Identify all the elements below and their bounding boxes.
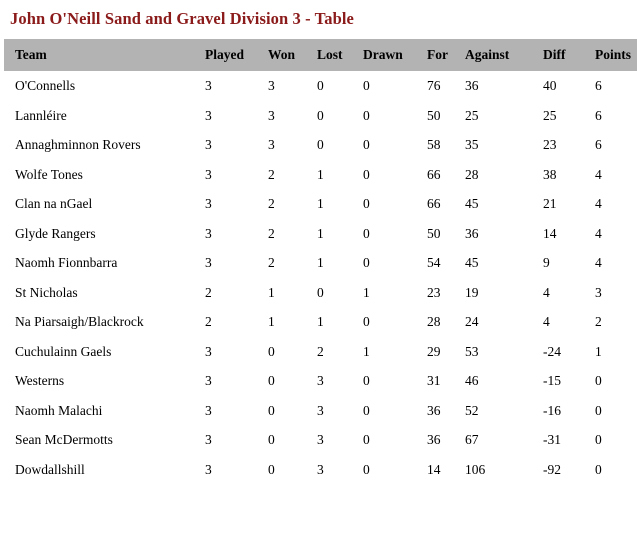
cell-drawn: 0 xyxy=(363,373,370,388)
cell-for: 36 xyxy=(427,432,441,447)
cell-against: 19 xyxy=(465,284,479,300)
table-row xyxy=(4,248,637,278)
cell-against: 28 xyxy=(465,166,479,182)
cell-for: 36 xyxy=(427,402,441,418)
cell-lost: 0 xyxy=(317,78,324,93)
cell-for: 50 xyxy=(427,107,441,123)
cell-team: St Nicholas xyxy=(15,284,78,300)
cell-for: 28 xyxy=(427,314,441,329)
cell-lost: 0 xyxy=(317,107,324,123)
cell-won: 1 xyxy=(268,314,275,329)
cell-points: 6 xyxy=(595,107,602,123)
column-header-drawn[interactable]: Drawn xyxy=(363,39,427,71)
cell-against: 67 xyxy=(465,432,479,447)
cell-points: 4 xyxy=(595,225,602,241)
cell-team: Clan na nGael xyxy=(15,196,93,211)
cell-for: 23 xyxy=(427,284,441,300)
cell-against: 25 xyxy=(465,107,479,123)
cell-lost: 3 xyxy=(317,373,324,388)
cell-played: 3 xyxy=(205,461,212,477)
cell-won: 3 xyxy=(268,107,275,123)
table-row xyxy=(4,396,637,426)
cell-diff: -92 xyxy=(543,461,561,477)
cell-drawn: 0 xyxy=(363,255,370,270)
table-header xyxy=(4,39,637,71)
cell-against: 36 xyxy=(465,78,479,93)
cell-drawn: 1 xyxy=(363,284,370,300)
cell-drawn: 0 xyxy=(363,402,370,418)
cell-for: 50 xyxy=(427,225,441,241)
table-body xyxy=(4,71,637,484)
cell-diff: 4 xyxy=(543,314,550,329)
cell-points: 4 xyxy=(595,196,602,211)
cell-diff: -15 xyxy=(543,373,561,388)
cell-for: 66 xyxy=(427,196,441,211)
cell-won: 0 xyxy=(268,373,275,388)
cell-for: 66 xyxy=(427,166,441,182)
page-title: John O'Neill Sand and Gravel Division 3 - Table xyxy=(10,9,354,28)
cell-team: Wolfe Tones xyxy=(15,166,83,182)
table-row xyxy=(4,425,637,455)
table-row xyxy=(4,71,637,101)
cell-played: 3 xyxy=(205,402,212,418)
cell-lost: 0 xyxy=(317,137,324,152)
table-row xyxy=(4,219,637,249)
cell-lost: 1 xyxy=(317,196,324,211)
cell-against: 46 xyxy=(465,373,479,388)
cell-played: 3 xyxy=(205,225,212,241)
cell-team: Dowdallshill xyxy=(15,461,85,477)
table-row xyxy=(4,278,637,308)
cell-team: Westerns xyxy=(15,373,65,388)
cell-drawn: 1 xyxy=(363,343,370,359)
cell-drawn: 0 xyxy=(363,196,370,211)
cell-drawn: 0 xyxy=(363,78,370,93)
cell-won: 0 xyxy=(268,402,275,418)
cell-for: 29 xyxy=(427,343,441,359)
cell-lost: 1 xyxy=(317,225,324,241)
cell-for: 31 xyxy=(427,373,441,388)
cell-won: 3 xyxy=(268,78,275,93)
cell-points: 4 xyxy=(595,255,602,270)
cell-team: O'Connells xyxy=(15,78,76,93)
cell-played: 2 xyxy=(205,314,212,329)
cell-drawn: 0 xyxy=(363,137,370,152)
cell-lost: 3 xyxy=(317,402,324,418)
cell-lost: 1 xyxy=(317,255,324,270)
cell-team: Sean McDermotts xyxy=(15,432,113,447)
cell-against: 24 xyxy=(465,314,479,329)
cell-played: 3 xyxy=(205,196,212,211)
cell-for: 54 xyxy=(427,255,441,270)
column-header-against[interactable]: Against xyxy=(465,39,543,71)
cell-won: 2 xyxy=(268,225,275,241)
table-row xyxy=(4,160,637,190)
table-row xyxy=(4,366,637,396)
cell-diff: 9 xyxy=(543,255,550,270)
cell-team: Annaghminnon Rovers xyxy=(15,137,141,152)
cell-drawn: 0 xyxy=(363,432,370,447)
cell-diff: 25 xyxy=(543,107,557,123)
cell-lost: 3 xyxy=(317,461,324,477)
table-row xyxy=(4,101,637,131)
cell-played: 3 xyxy=(205,432,212,447)
cell-points: 3 xyxy=(595,284,602,300)
cell-drawn: 0 xyxy=(363,166,370,182)
cell-diff: 14 xyxy=(543,225,557,241)
cell-won: 2 xyxy=(268,196,275,211)
column-header-won[interactable]: Won xyxy=(268,39,317,71)
cell-points: 2 xyxy=(595,314,602,329)
table-row xyxy=(4,307,637,337)
cell-against: 106 xyxy=(465,461,486,477)
cell-team: Glyde Rangers xyxy=(15,225,96,241)
cell-team: Na Piarsaigh/Blackrock xyxy=(15,314,144,329)
table-row xyxy=(4,130,637,160)
cell-won: 0 xyxy=(268,461,275,477)
cell-team: Naomh Malachi xyxy=(15,402,103,418)
cell-drawn: 0 xyxy=(363,225,370,241)
cell-played: 3 xyxy=(205,343,212,359)
table-row xyxy=(4,455,637,485)
cell-points: 0 xyxy=(595,432,602,447)
cell-won: 0 xyxy=(268,432,275,447)
table-header-row xyxy=(4,39,637,71)
cell-diff: 40 xyxy=(543,78,557,93)
cell-lost: 1 xyxy=(317,314,324,329)
cell-played: 3 xyxy=(205,137,212,152)
cell-won: 3 xyxy=(268,137,275,152)
cell-points: 1 xyxy=(595,343,602,359)
column-header-diff[interactable]: Diff xyxy=(543,39,595,71)
cell-won: 2 xyxy=(268,255,275,270)
cell-diff: 38 xyxy=(543,166,557,182)
cell-drawn: 0 xyxy=(363,461,370,477)
table-row xyxy=(4,189,637,219)
cell-team: Lannléire xyxy=(15,107,67,123)
cell-lost: 1 xyxy=(317,166,324,182)
cell-drawn: 0 xyxy=(363,314,370,329)
cell-for: 14 xyxy=(427,461,441,477)
cell-lost: 2 xyxy=(317,343,324,359)
column-header-for[interactable]: For xyxy=(427,39,465,71)
cell-lost: 0 xyxy=(317,284,324,300)
cell-diff: -16 xyxy=(543,402,561,418)
cell-won: 2 xyxy=(268,166,275,182)
cell-team: Cuchulainn Gaels xyxy=(15,343,112,359)
column-header-lost[interactable]: Lost xyxy=(317,39,363,71)
cell-against: 36 xyxy=(465,225,479,241)
cell-lost: 3 xyxy=(317,432,324,447)
cell-against: 35 xyxy=(465,137,479,152)
cell-against: 45 xyxy=(465,196,479,211)
cell-points: 0 xyxy=(595,402,602,418)
cell-won: 0 xyxy=(268,343,275,359)
cell-played: 3 xyxy=(205,107,212,123)
cell-points: 6 xyxy=(595,78,602,93)
cell-for: 58 xyxy=(427,137,441,152)
cell-played: 3 xyxy=(205,373,212,388)
column-header-team[interactable]: Team xyxy=(4,39,205,71)
cell-diff: -24 xyxy=(543,343,561,359)
cell-for: 76 xyxy=(427,78,441,93)
cell-against: 45 xyxy=(465,255,479,270)
cell-points: 0 xyxy=(595,461,602,477)
cell-won: 1 xyxy=(268,284,275,300)
column-header-points[interactable]: Points xyxy=(595,39,637,71)
cell-against: 52 xyxy=(465,402,479,418)
cell-against: 53 xyxy=(465,343,479,359)
cell-drawn: 0 xyxy=(363,107,370,123)
cell-points: 4 xyxy=(595,166,602,182)
cell-played: 3 xyxy=(205,166,212,182)
cell-points: 0 xyxy=(595,373,602,388)
cell-diff: -31 xyxy=(543,432,561,447)
cell-played: 3 xyxy=(205,78,212,93)
cell-played: 2 xyxy=(205,284,212,300)
column-header-played[interactable]: Played xyxy=(205,39,268,71)
league-standings-table xyxy=(4,39,637,484)
cell-diff: 23 xyxy=(543,137,557,152)
cell-team: Naomh Fionnbarra xyxy=(15,255,118,270)
cell-diff: 21 xyxy=(543,196,557,211)
table-row xyxy=(4,337,637,367)
cell-points: 6 xyxy=(595,137,602,152)
cell-played: 3 xyxy=(205,255,212,270)
cell-diff: 4 xyxy=(543,284,550,300)
